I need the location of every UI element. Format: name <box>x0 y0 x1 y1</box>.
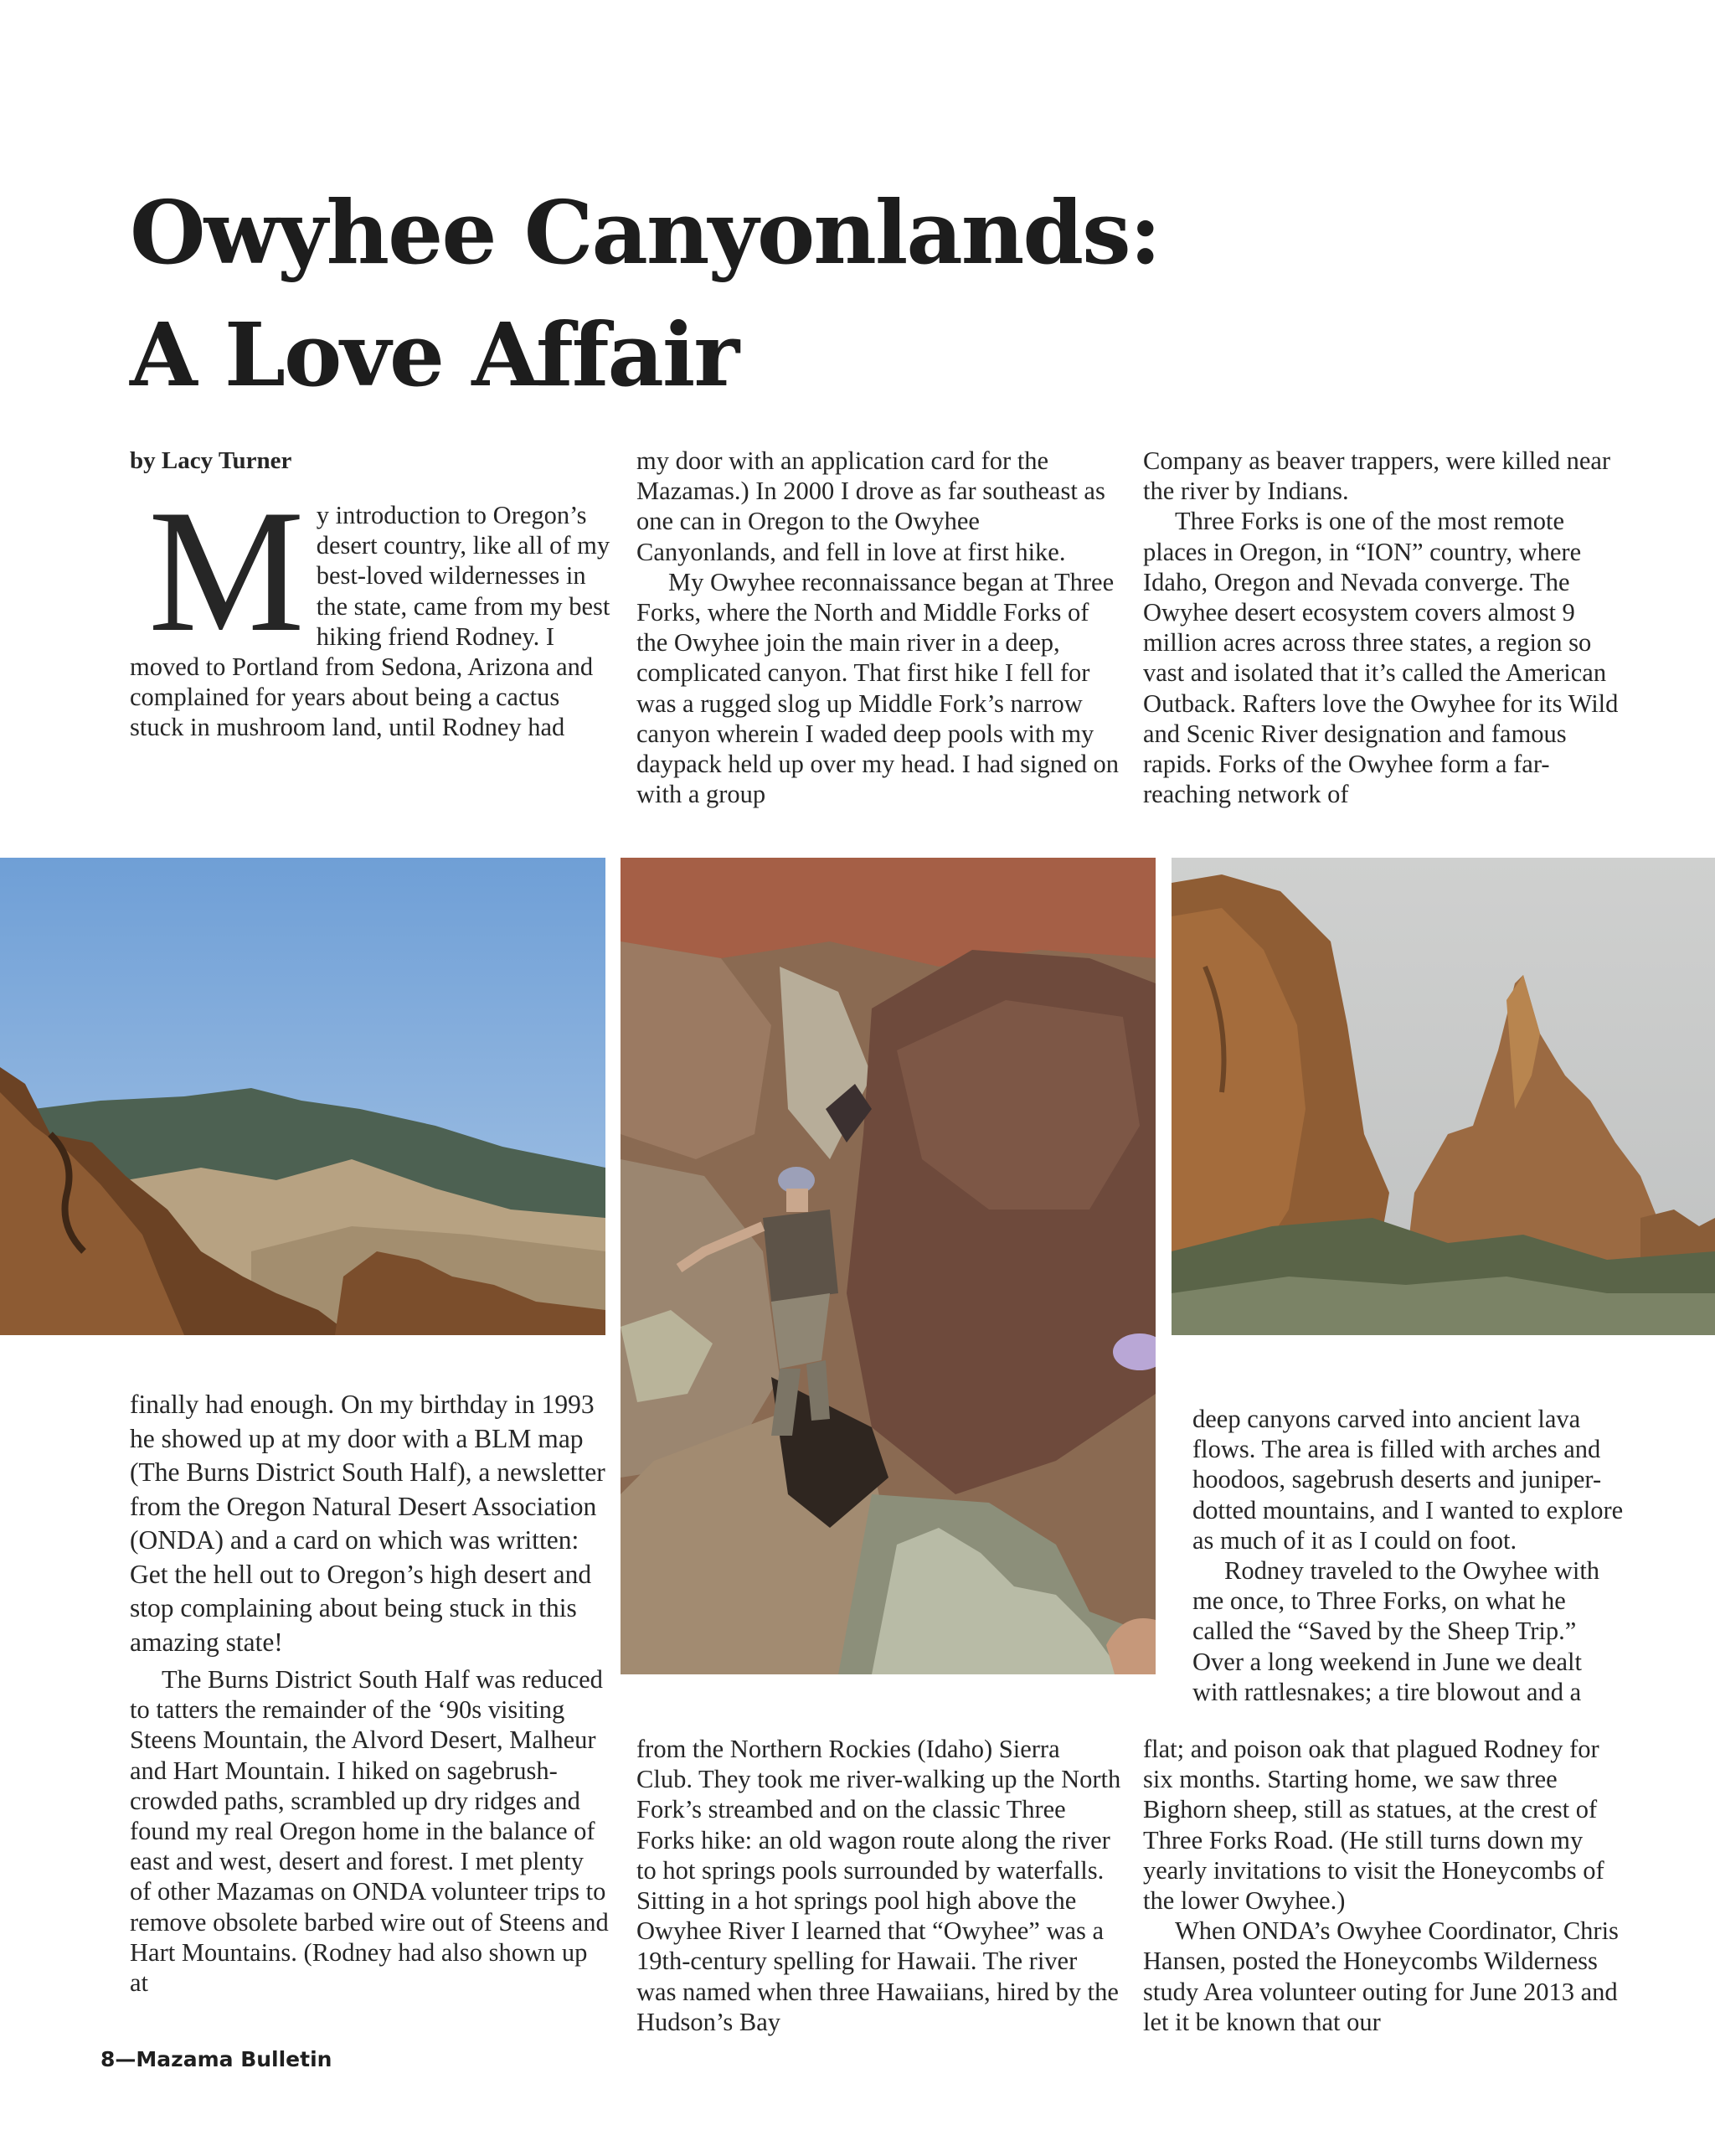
col3-bottom-paragraph-1: deep canyons carved into ancient lava flows. The area is filled with arches and hoodoos, sagebrush deserts and juniper-dotted mountains, and I wanted to explore as much of it as I could on foot. <box>1192 1405 1624 1555</box>
intro-paragraph <box>130 474 615 743</box>
column-3-bottom-wrap <box>1192 1404 1632 1707</box>
column-1-top <box>130 474 615 743</box>
col3-top-paragraph-1: Company as beaver trappers, were killed near the river by Indians. <box>1143 446 1611 506</box>
col2-top-paragraph-2: My Owyhee reconnaissance began at Three Forks, where the North and Middle Forks of the Owyhee join the main river in a deep, complicated canyon. That first hike I fell for was a rugged slog up Middle Fork’s narrow canyon wherein I waded deep pools with my daypack held up over my head. I had signed on with a group <box>636 567 1119 809</box>
column-1-bottom <box>130 1388 611 1998</box>
rock-spires-image <box>1172 858 1715 1335</box>
article-title <box>130 172 1160 416</box>
column-2-top <box>636 446 1122 809</box>
col3-bottom-paragraph-4: When ONDA’s Owyhee Coordinator, Chris Hansen, posted the Honeycombs Wilderness study Area volunteer outing for June 2013 and let it be known that our <box>1143 1916 1619 2036</box>
intro-text: y introduction to Oregon’s desert country, like all of my best-loved wildernesses in the state, came from my best hiking friend Rodney. I moved to Portland from Sedona, Arizona and complained for years about being a cactus stuck in mushroom land, until Rodney had <box>130 501 610 742</box>
drop-cap: M <box>148 474 305 668</box>
col1-bottom-paragraph-2: The Burns District South Half was reduced to tatters the remainder of the ‘90s visiting Steens Mountain, the Alvord Desert, Malheur and Hart Mountain. I hiked on sagebrush-crowded paths, scrambled up dry ridges and found my real Oregon home in the balance of east and west, desert and forest. I met plenty of other Mazamas on ONDA volunteer trips to remove obsolete barbed wire out of Steens and Hart Mountains. (Rodney had also shown up at <box>130 1665 609 1998</box>
col2-bottom-paragraph-1: from the Northern Rockies (Idaho) Sierra Club. They took me river-walking up the North Fork’s streambed and on the classic Three Forks hike: an old wagon route along the river to hot springs pools surrounded by waterfalls. Sitting in a hot springs pool high above the Owyhee River I learned that “Owyhee” was a 19th-century spelling for Hawaii. The river was named when three Hawaiians, hired by the Hudson’s Bay <box>636 1735 1121 2036</box>
column-3-bottom <box>1143 1734 1620 2037</box>
photo-hiker-boulders <box>621 858 1156 1674</box>
column-2-bottom <box>636 1734 1122 2037</box>
col3-bottom-paragraph-3: flat; and poison oak that plagued Rodney for six months. Starting home, we saw three Bighorn sheep, still as statues, at the crest of Three Forks Road. (He still turns down my yearly invitations to visit the Honeycombs of the lower Owyhee.) <box>1143 1735 1604 1916</box>
photo-mountain-landscape <box>0 858 605 1335</box>
column-3-top <box>1143 446 1620 809</box>
col3-top-paragraph-2: Three Forks is one of the most remote places in Oregon, in “ION” country, where Idaho, Oregon and Nevada converge. The Owyhee desert ecosystem covers almost 9 million acres across three states, a region so vast and isolated that it’s called the American Outback. Rafters love the Owyhee for its Wild and Scenic River designation and famous rapids. Forks of the Owyhee form a far-reaching network of <box>1143 507 1619 809</box>
hiker-boulders-image <box>621 858 1156 1674</box>
col2-top-paragraph-1: my door with an application card for the Mazamas.) In 2000 I drove as far southeast as one can in Oregon to the Owyhee Canyonlands, and fell in love at first hike. <box>636 446 1105 566</box>
page-footer: 8—Mazama Bulletin <box>100 2047 332 2071</box>
byline: by Lacy Turner <box>130 447 292 474</box>
mountain-landscape-image <box>0 858 605 1335</box>
title-line-1: Owyhee Canyonlands: <box>130 181 1161 284</box>
col1-bottom-paragraph-1: finally had enough. On my birthday in 1993 he showed up at my door with a BLM map (The Burns District South Half), a newsletter from the Oregon Natural Desert Association (ONDA) and a card on which was written: Get the hell out to Oregon’s high desert and stop complaining about being stuck in this amazing state! <box>130 1390 605 1657</box>
photo-rock-spires <box>1172 858 1715 1335</box>
title-line-2: A Love Affair <box>130 303 739 406</box>
col3-bottom-paragraph-2: Rodney traveled to the Owyhee with me once, to Three Forks, on what he called the “Saved by the Sheep Trip.” Over a long weekend in June we dealt with rattlesnakes; a tire blowout and a <box>1192 1556 1600 1706</box>
